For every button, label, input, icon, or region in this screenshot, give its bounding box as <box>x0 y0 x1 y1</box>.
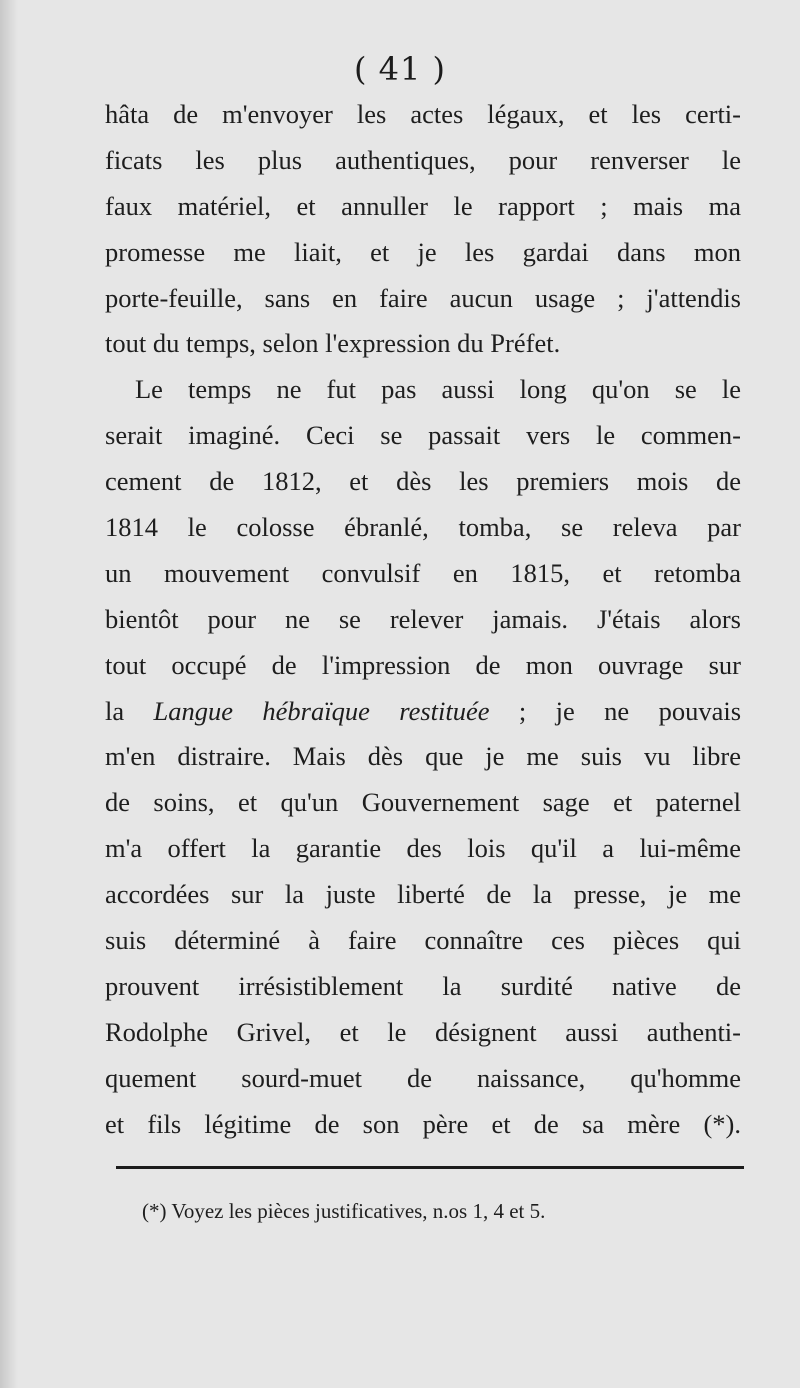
text-line: faux matériel, et annuller le rapport ; mais ma <box>105 190 741 221</box>
footnote: (*) Voyez les pièces justificatives, n.os 1, 4 et 5. <box>142 1199 546 1223</box>
page-edge-shadow <box>0 0 18 1388</box>
text-line: un mouvement convulsif en 1815, et retomba <box>105 557 741 588</box>
body-text <box>105 92 741 1147</box>
text-line: tout occupé de l'impression de mon ouvrage sur <box>105 649 741 680</box>
text-line: ficats les plus authentiques, pour renverser le <box>105 144 741 175</box>
text-segment: ; je ne pouvais <box>518 695 742 726</box>
footnote-rule <box>116 1166 744 1169</box>
text-line: cement de 1812, et dès les premiers mois de <box>105 466 741 497</box>
text-line: porte-feuille, sans en faire aucun usage ; j'attendis <box>105 282 741 313</box>
text-line: quement sourd-muet de naissance, qu'homme <box>105 1062 741 1093</box>
text-line: hâta de m'envoyer les actes légaux, et les certi- <box>105 99 741 129</box>
page-number: ( 41 ) <box>353 50 447 88</box>
text-line: prouvent irrésistiblement la surdité native de <box>105 970 741 1001</box>
text-line: promesse me liait, et je les gardai dans mon <box>105 236 741 267</box>
text-line: bientôt pour ne se relever jamais. J'étais alors <box>105 603 741 634</box>
text-line: serait imaginé. Ceci se passait vers le commen- <box>105 420 741 451</box>
text-line: m'en distraire. Mais dès que je me suis vu libre <box>105 741 741 772</box>
text-line: 1814 le colosse ébranlé, tomba, se releva par <box>105 512 741 543</box>
text-line-with-title <box>105 689 741 735</box>
text-line: Rodolphe Grivel, et le désignent aussi authenti- <box>105 1016 741 1047</box>
text-segment: la <box>105 695 125 726</box>
text-line: accordées sur la juste liberté de la presse, je me <box>105 879 741 910</box>
book-title: Langue hébraïque restituée <box>153 695 490 726</box>
text-line: tout du temps, selon l'expression du Préfet. <box>105 328 561 359</box>
text-line: suis déterminé à faire connaître ces pièces qui <box>105 925 741 956</box>
text-line: de soins, et qu'un Gouvernement sage et paternel <box>105 787 741 818</box>
text-line: et fils légitime de son père et de sa mère (*). <box>105 1108 741 1139</box>
text-line: m'a offert la garantie des lois qu'il a lui-même <box>105 833 741 864</box>
text-line: Le temps ne fut pas aussi long qu'on se le <box>135 374 741 405</box>
